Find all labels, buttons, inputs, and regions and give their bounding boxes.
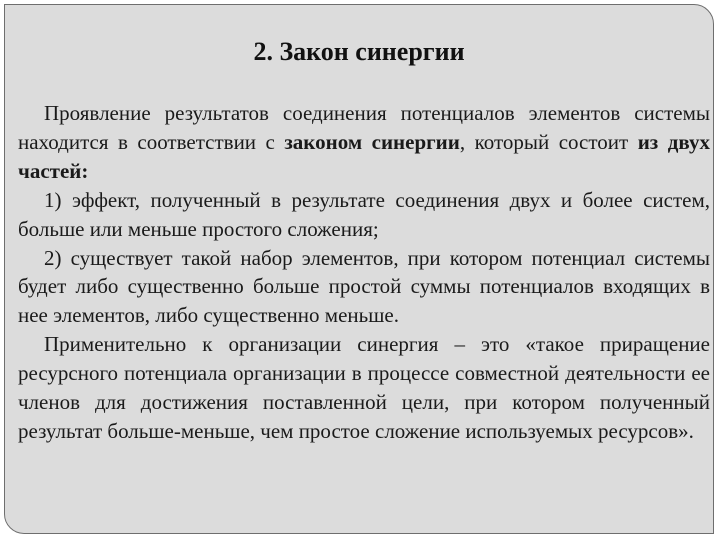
intro-text-2: , который состоит: [459, 129, 638, 154]
paragraph-intro: [18, 99, 710, 186]
paragraph-definition: Применительно к организации синергия – это «такое приращение ресурсного потенциала организации в процессе совместной деятельности ее членов для достижения поставленной цели, при котором полученный результат больше-меньше, чем простое сложение используемых ресурсов».: [18, 332, 710, 443]
paragraph-part-2: 2) существует такой набор элементов, при котором потенциал системы будет либо существенно больше простой суммы потенциалов входящих в нее элементов, либо существенно меньше.: [18, 245, 710, 328]
intro-text-1: Проявление результатов соединения потенциалов элементов системы находится в соответствии с: [18, 101, 710, 154]
slide-title: 2. Закон синергии: [253, 37, 465, 66]
intro-bold-parts: из двух частей:: [18, 129, 710, 183]
intro-bold-law: законом синергии: [284, 129, 460, 154]
slide-frame: [4, 4, 714, 534]
paragraph-part-1: 1) эффект, полученный в результате соединения двух и более систем, больше или меньше простого сложения;: [18, 187, 710, 241]
slide-body: [18, 99, 710, 446]
